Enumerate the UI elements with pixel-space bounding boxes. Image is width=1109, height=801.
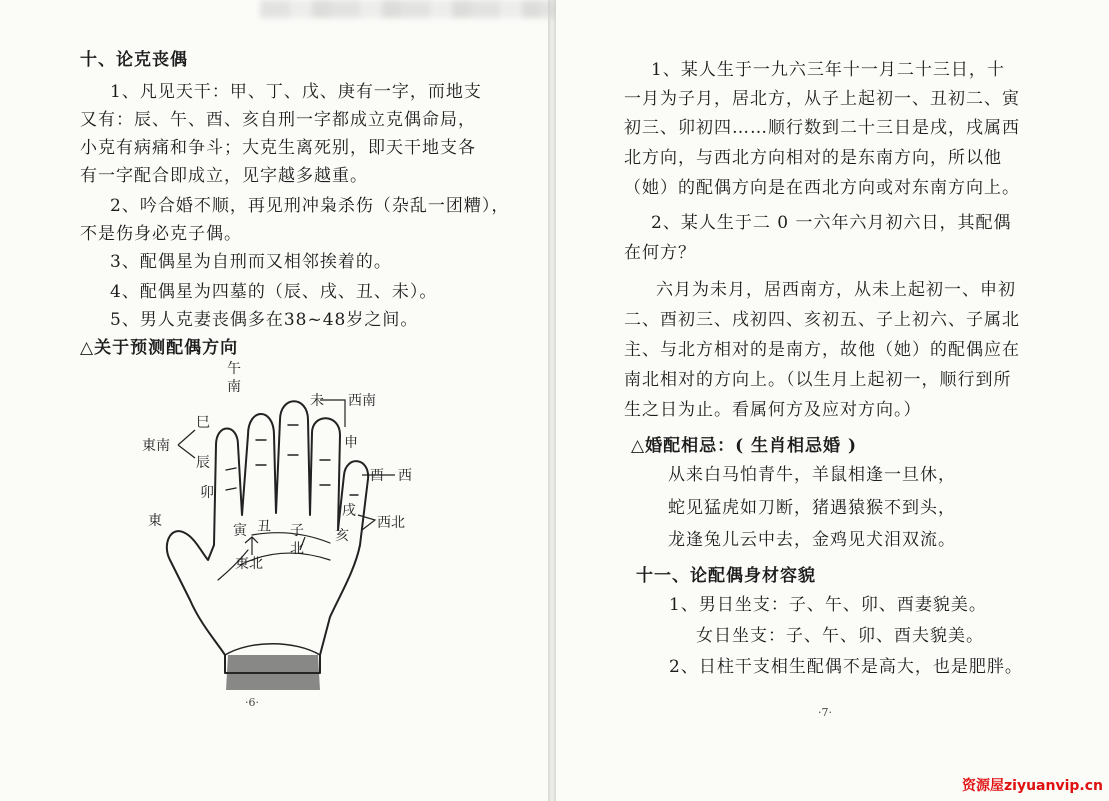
page-number: ·6· [245,696,259,709]
section-heading: 十、论克丧偶 [80,50,188,70]
text-line: 1、凡见天干：甲、丁、戊、庚有一字，而地支 [110,82,482,102]
book-gutter [548,0,556,801]
text-line: 女日坐支：子、午、卯、酉夫貌美。 [696,626,984,646]
diagram-label: 申 [344,435,358,451]
page-number: ·7· [818,706,832,719]
diagram-label: 巳 [196,415,210,431]
left-page [0,0,548,801]
right-page [556,0,1109,801]
text-line: 1、男日坐支：子、午、卯、酉妻貌美。 [669,595,987,615]
diagram-label: 戌 [342,503,356,519]
text-line: 在何方？ [624,243,696,263]
diagram-label: 東 [148,513,162,529]
text-line: 小克有病痛和争斗；大克生离死别，即天干地支各 [80,138,476,158]
diagram-label: 丑 [257,519,271,535]
poem-line: 从来白马怕青牛，羊鼠相逢一旦休， [668,465,956,485]
diagram-label: 辰 [196,455,210,471]
diagram-label: 南 [227,379,241,395]
diagram-label: 亥 [335,528,349,544]
diagram-label: 未 [310,393,324,409]
poem-line: 蛇见猛虎如刀断，猪遇猿猴不到头， [668,498,956,518]
diagram-label: 子 [290,523,304,539]
text-line: 2、吟合婚不顺，再见刑冲枭杀伤（杂乱一团糟）， [110,196,510,216]
palm-direction-diagram [130,355,420,690]
text-line: 二、酉初三、戌初四、亥初五、子上初六、子属北 [624,310,1020,330]
text-line: 北方向，与西北方向相对的是东南方向，所以他 [624,148,1002,168]
watermark: 资源屋ziyuanvip.cn [962,778,1103,794]
poem-line: 龙逢兔儿云中去，金鸡见犬泪双流。 [668,530,956,550]
text-line: 主、与北方相对的是南方，故他（她）的配偶应在 [624,340,1020,360]
text-line: 不是伤身必克子偶。 [80,224,242,244]
diagram-label: 午 [227,361,241,377]
text-line: 又有：辰、午、酉、亥自刑一字都成立克偶命局， [80,110,476,130]
text-line: 一月为子月，居北方，从子上起初一、丑初二、寅 [624,89,1020,109]
diagram-label: 西南 [348,393,376,409]
diagram-label: 西北 [377,515,405,531]
diagram-label: 東北 [235,556,263,572]
text-line: 2、日柱干支相生配偶不是高大，也是肥胖。 [669,657,1023,677]
section-subheading: △婚配相忌：( 生肖相忌婚 ) [631,436,857,456]
text-line: 4、配偶星为四墓的（辰、戌、丑、未）。 [110,282,438,302]
diagram-label: 北 [290,541,304,557]
text-line: 生之日为止。看属何方及应对方向。） [624,400,922,420]
diagram-label: 酉 [370,468,384,484]
text-line: 六月为未月，居西南方，从未上起初一、申初 [656,280,1016,300]
text-line: 南北相对的方向上。（以生月上起初一，顺行到所 [624,370,1012,390]
text-line: 初三、卯初四……顺行数到二十三日是戌，戌属西 [624,118,1020,138]
diagram-label: 寅 [233,523,247,539]
diagram-label: 東南 [142,438,170,454]
section-heading: 十一、论配偶身材容貌 [636,566,816,586]
text-line: 1、某人生于一九六三年十一月二十三日，十 [651,60,1005,80]
section-subheading: △关于预测配偶方向 [80,338,239,358]
text-line: 3、配偶星为自刑而又相邻挨着的。 [110,252,392,272]
diagram-label: 卯 [200,485,214,501]
text-line: 2、某人生于二 0 一六年六月初六日，其配偶 [651,213,1012,233]
text-line: 5、男人克妻丧偶多在38~48岁之间。 [110,310,419,330]
text-line: （她）的配偶方向是在西北方向或对东南方向上。 [624,178,1020,198]
text-line: 有一字配合即成立，见字越多越重。 [80,166,368,186]
wrist-shading [226,655,320,690]
diagram-label: 西 [398,468,412,484]
